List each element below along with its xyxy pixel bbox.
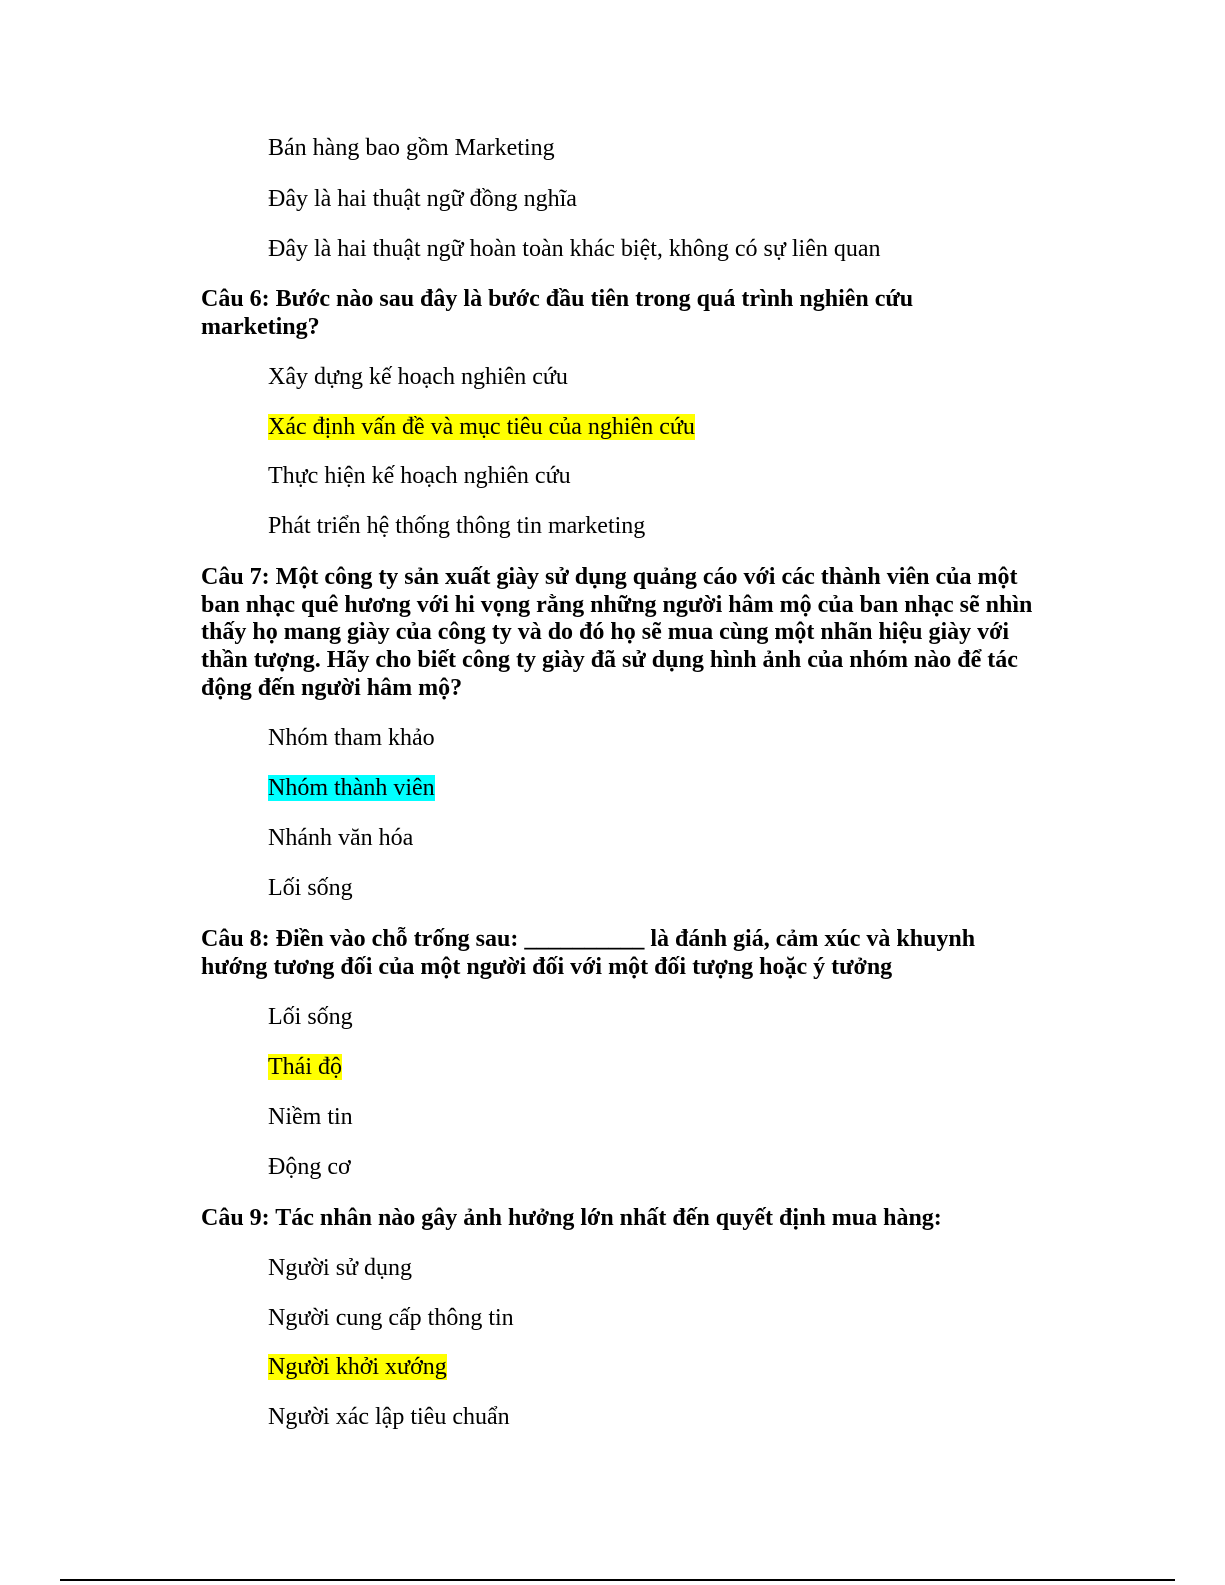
option-text: Người xác lập tiêu chuẩn bbox=[268, 1404, 510, 1430]
question-7-line: thấy họ mang giày của công ty và do đó họ sẽ mua cùng một nhãn hiệu giày với bbox=[201, 619, 1010, 645]
question-7-line: động đến người hâm mộ? bbox=[201, 675, 463, 701]
yellow-highlight: Thái độ bbox=[268, 1054, 342, 1080]
option-text: Nhóm tham khảo bbox=[268, 725, 435, 751]
cyan-highlight: Nhóm thành viên bbox=[268, 775, 435, 801]
option-text: Nhánh văn hóa bbox=[268, 825, 414, 851]
option-text-highlighted bbox=[268, 1353, 447, 1381]
question-8-line: Câu 8: Điền vào chỗ trống sau: __________ là đánh giá, cảm xúc và khuynh bbox=[201, 926, 976, 952]
option-text: Động cơ bbox=[268, 1154, 351, 1180]
question-7-line: thần tượng. Hãy cho biết công ty giày đã sử dụng hình ảnh của nhóm nào để tác bbox=[201, 647, 1018, 673]
option-text: Phát triển hệ thống thông tin marketing bbox=[268, 513, 646, 539]
option-text: Xây dựng kế hoạch nghiên cứu bbox=[268, 364, 568, 390]
yellow-highlight: Xác định vấn đề và mục tiêu của nghiên cứu bbox=[268, 414, 695, 440]
question-9-line: Câu 9: Tác nhân nào gây ảnh hưởng lớn nhất đến quyết định mua hàng: bbox=[201, 1205, 942, 1231]
question-8-line: hướng tương đối của một người đối với một đối tượng hoặc ý tưởng bbox=[201, 954, 893, 980]
option-text: Đây là hai thuật ngữ hoàn toàn khác biệt, không có sự liên quan bbox=[268, 236, 881, 262]
option-text-highlighted bbox=[268, 413, 695, 441]
option-text: Lối sống bbox=[268, 875, 353, 901]
yellow-highlight: Người khởi xướng bbox=[268, 1354, 447, 1380]
question-6-line: Câu 6: Bước nào sau đây là bước đầu tiên trong quá trình nghiên cứu bbox=[201, 286, 914, 312]
option-text: Đây là hai thuật ngữ đồng nghĩa bbox=[268, 186, 577, 212]
question-7-line: ban nhạc quê hương với hi vọng rằng những người hâm mộ của ban nhạc sẽ nhìn bbox=[201, 592, 1033, 618]
option-text: Niềm tin bbox=[268, 1104, 353, 1130]
option-text: Lối sống bbox=[268, 1004, 353, 1030]
question-7-line: Câu 7: Một công ty sản xuất giày sử dụng quảng cáo với các thành viên của một bbox=[201, 564, 1018, 590]
option-text-highlighted bbox=[268, 774, 435, 802]
option-text: Thực hiện kế hoạch nghiên cứu bbox=[268, 463, 571, 489]
option-text: Bán hàng bao gồm Marketing bbox=[268, 135, 555, 161]
question-6-line: marketing? bbox=[201, 314, 320, 340]
option-text-highlighted bbox=[268, 1053, 342, 1081]
option-text: Người sử dụng bbox=[268, 1255, 413, 1281]
page-bottom-divider bbox=[60, 1579, 1175, 1581]
option-text: Người cung cấp thông tin bbox=[268, 1305, 514, 1331]
